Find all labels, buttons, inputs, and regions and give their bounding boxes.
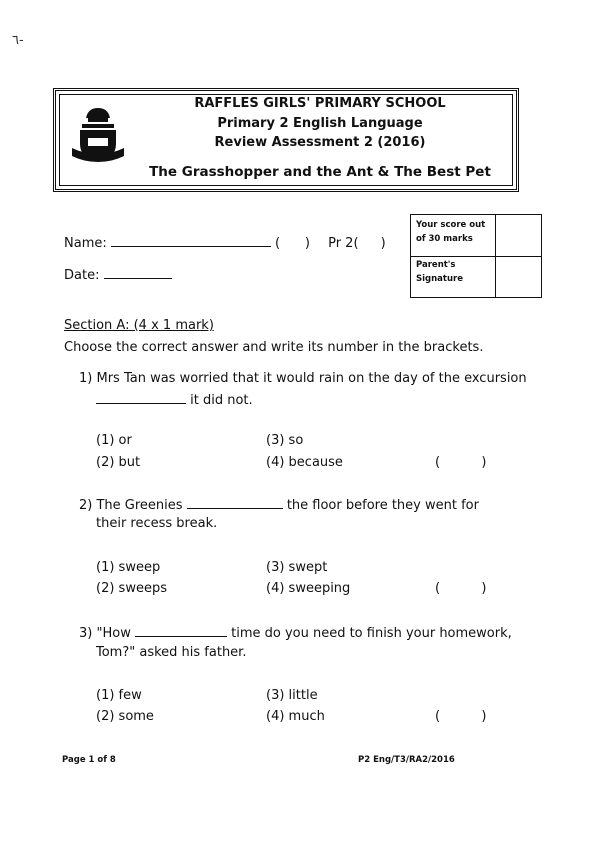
question-1-option-4: (4) because: [266, 455, 343, 470]
corner-mark: ٦-: [12, 33, 24, 48]
question-3-answer-bracket[interactable]: ( ): [435, 709, 487, 724]
question-1-line-2: it did not.: [96, 391, 253, 408]
question-1-option-3: (3) so: [266, 433, 304, 448]
question-2-option-1: (1) sweep: [96, 560, 161, 575]
question-1-line-1: 1) Mrs Tan was worried that it would rain on the day of the excursion: [79, 371, 527, 386]
name-row: [64, 234, 386, 251]
school-name: RAFFLES GIRLS' PRIMARY SCHOOL: [194, 96, 446, 111]
name-label: Name:: [64, 236, 107, 251]
question-1-blank[interactable]: [96, 391, 186, 404]
question-1-option-1: (1) or: [96, 433, 132, 448]
question-3-option-3: (3) little: [266, 688, 318, 703]
question-3-option-1: (1) few: [96, 688, 142, 703]
date-field[interactable]: [104, 266, 172, 279]
subject-title: Primary 2 English Language: [217, 116, 423, 131]
question-3-line-1: 3) "How time do you need to finish your homework,: [79, 626, 512, 641]
question-2-line-1: 2) The Greenies the floor before they went for: [79, 498, 479, 513]
question-3-number: 3): [79, 626, 93, 641]
assessment-title: Review Assessment 2 (2016): [214, 135, 426, 150]
question-1-number: 1): [79, 371, 93, 386]
question-2-option-2: (2) sweeps: [96, 581, 167, 596]
school-crest-icon: [70, 104, 126, 168]
section-title: Section A: (4 x 1 mark): [64, 318, 214, 333]
question-3-option-4: (4) much: [266, 709, 325, 724]
index-brackets: ( ): [275, 236, 310, 251]
question-3-line-2: Tom?" asked his father.: [96, 645, 247, 660]
question-3-blank[interactable]: [135, 624, 227, 637]
question-2-blank[interactable]: [187, 496, 283, 509]
class-label: Pr 2(: [328, 236, 359, 251]
class-close: ): [380, 236, 386, 251]
question-1-answer-bracket[interactable]: ( ): [435, 455, 487, 470]
topic-title: The Grasshopper and the Ant & The Best Pet: [149, 164, 491, 180]
score-box: [410, 214, 542, 298]
question-3-option-2: (2) some: [96, 709, 154, 724]
question-2-option-4: (4) sweeping: [266, 581, 351, 596]
question-2-line-2: their recess break.: [96, 516, 218, 531]
signature-label: Parent's Signature: [416, 260, 463, 284]
question-2-answer-bracket[interactable]: ( ): [435, 581, 487, 596]
name-field[interactable]: [111, 234, 271, 247]
date-label: Date:: [64, 268, 100, 283]
question-2-option-3: (3) swept: [266, 560, 328, 575]
question-1-option-2: (2) but: [96, 455, 141, 470]
page-number: Page 1 of 8: [62, 755, 116, 765]
question-2-number: 2): [79, 498, 93, 513]
section-instruction: Choose the correct answer and write its number in the brackets.: [64, 340, 484, 355]
document-code: P2 Eng/T3/RA2/2016: [358, 755, 455, 765]
date-row: [64, 266, 172, 283]
score-label: Your score out of 30 marks: [416, 220, 486, 244]
